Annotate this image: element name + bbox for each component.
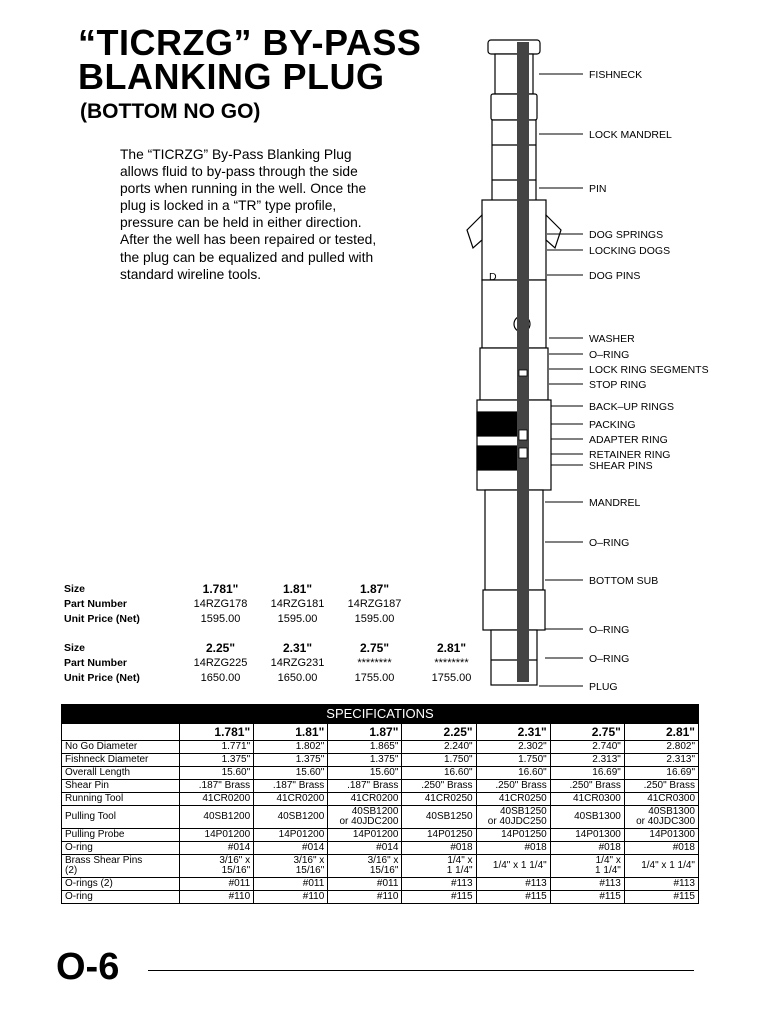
spec-cell: #011 xyxy=(180,878,254,891)
spec-cell: 14P01200 xyxy=(180,829,254,842)
spec-row-label: O-ring xyxy=(62,891,180,904)
spec-cell: 41CR0200 xyxy=(180,793,254,806)
spec-cell: .250" Brass xyxy=(402,780,476,793)
spec-row xyxy=(62,829,699,842)
part-number-value: 14RZG178 xyxy=(193,597,248,610)
spec-cell: 40SB1200 xyxy=(180,806,254,829)
spec-row-label: Shear Pin xyxy=(62,780,180,793)
spec-row xyxy=(62,855,699,878)
spec-cell: .187" Brass xyxy=(180,780,254,793)
spec-cell: 40SB1250 xyxy=(402,806,476,829)
page-number: O-6 xyxy=(56,946,120,988)
spec-cell: 2.740" xyxy=(550,741,624,754)
spec-cell: 14P01300 xyxy=(550,829,624,842)
label-o-ring-4: O–RING xyxy=(589,653,630,665)
spec-row-label: O-ring xyxy=(62,842,180,855)
spec-cell: 41CR0200 xyxy=(254,793,328,806)
spec-cell: #011 xyxy=(254,878,328,891)
label-pin: PIN xyxy=(589,183,607,195)
size-value: 2.31" xyxy=(282,640,313,655)
spec-column-header: 2.81" xyxy=(624,724,698,741)
price-price-row-1 xyxy=(64,611,490,626)
label-lock-mandrel: LOCK MANDREL xyxy=(589,129,672,141)
price-part-row-1 xyxy=(64,596,490,611)
spec-row-label: Pulling Tool xyxy=(62,806,180,829)
pricing-table xyxy=(64,581,490,685)
plug-cutaway-diagram xyxy=(455,30,745,700)
spec-cell: 2.240" xyxy=(402,741,476,754)
spec-row xyxy=(62,754,699,767)
spec-cell: #014 xyxy=(180,842,254,855)
size-value: 2.25" xyxy=(205,640,236,655)
label-dog-springs: DOG SPRINGS xyxy=(589,229,664,241)
spec-cell: 40SB1250 or 40JDC250 xyxy=(476,806,550,829)
size-label: Size xyxy=(64,582,86,595)
spec-column-header: 2.75" xyxy=(550,724,624,741)
spec-cell: #113 xyxy=(550,878,624,891)
spec-cell: 15.60" xyxy=(328,767,402,780)
size-value: 2.75" xyxy=(359,640,390,655)
spec-cell: 3/16" x 15/16" xyxy=(254,855,328,878)
part-number-label: Part Number xyxy=(64,597,128,610)
spec-cell: 2.313" xyxy=(550,754,624,767)
spec-cell: 1.750" xyxy=(476,754,550,767)
price-part-row-2 xyxy=(64,655,490,670)
part-number-value: ******** xyxy=(357,656,392,669)
label-dog-pins: DOG PINS xyxy=(589,270,641,282)
spec-cell: 16.69" xyxy=(550,767,624,780)
spec-cell: 1.375" xyxy=(328,754,402,767)
footer-rule xyxy=(148,970,694,971)
spec-cell: #115 xyxy=(624,891,698,904)
spec-cell: 1.865" xyxy=(328,741,402,754)
label-bottom-sub: BOTTOM SUB xyxy=(589,575,659,587)
unit-price-value: 1595.00 xyxy=(200,612,241,625)
spec-cell: 41CR0300 xyxy=(624,793,698,806)
title-line-2: BLANKING PLUG xyxy=(78,56,385,97)
spec-cell: #110 xyxy=(328,891,402,904)
size-value: 1.87" xyxy=(359,581,390,596)
label-o-ring-3: O–RING xyxy=(589,624,630,636)
spec-cell: 1.375" xyxy=(180,754,254,767)
part-number-label: Part Number xyxy=(64,656,128,669)
intro-paragraph: The “TICRZG” By-Pass Blanking Plug allows fluid to by-pass through the side ports when running in the well. Once the plug is locked in a “TR” type profile, pressure can be held in either direction. After the well has been repaired or tested, the plug can be equalized and pulled with standard wireline tools. xyxy=(120,147,377,282)
spec-cell: 16.69" xyxy=(624,767,698,780)
spec-cell: 3/16" x 15/16" xyxy=(180,855,254,878)
spec-cell: 1/4" x 1 1/4" xyxy=(476,855,550,878)
spec-cell: .250" Brass xyxy=(550,780,624,793)
spec-cell: 15.60" xyxy=(254,767,328,780)
unit-price-value: 1595.00 xyxy=(277,612,318,625)
label-shear-pins: SHEAR PINS xyxy=(589,460,653,472)
spec-column-header: 1.81" xyxy=(254,724,328,741)
label-mandrel: MANDREL xyxy=(589,497,641,509)
spec-cell: .187" Brass xyxy=(328,780,402,793)
size-value: 2.81" xyxy=(436,640,467,655)
spec-row xyxy=(62,842,699,855)
diagram-small-mark: D xyxy=(489,271,497,283)
spec-column-header: 1.781" xyxy=(180,724,254,741)
spec-row xyxy=(62,806,699,829)
spec-cell: #110 xyxy=(180,891,254,904)
spec-cell: #115 xyxy=(402,891,476,904)
spec-row xyxy=(62,780,699,793)
spec-cell: #018 xyxy=(402,842,476,855)
label-fishneck: FISHNECK xyxy=(589,69,643,81)
spec-cell: 40SB1200 or 40JDC200 xyxy=(328,806,402,829)
spec-column-header: 2.25" xyxy=(402,724,476,741)
page-title xyxy=(78,22,422,97)
spec-cell: 40SB1200 xyxy=(254,806,328,829)
spec-row-label: Brass Shear Pins (2) xyxy=(62,855,180,878)
label-adapter-ring: ADAPTER RING xyxy=(589,434,668,446)
spec-cell: 16.60" xyxy=(402,767,476,780)
spec-row xyxy=(62,767,699,780)
spec-row-label: Fishneck Diameter xyxy=(62,754,180,767)
spec-cell: #014 xyxy=(328,842,402,855)
unit-price-value: 1650.00 xyxy=(277,671,318,684)
spec-cell: 1/4" x 1 1/4" xyxy=(550,855,624,878)
specifications-header-row xyxy=(62,724,699,741)
part-number-value: 14RZG181 xyxy=(270,597,325,610)
title-line-1: “TICRZG” BY-PASS xyxy=(78,22,422,63)
spec-cell: 41CR0250 xyxy=(476,793,550,806)
unit-price-value: 1755.00 xyxy=(431,671,472,684)
unit-price-value: 1595.00 xyxy=(354,612,395,625)
size-value: 1.781" xyxy=(202,581,239,596)
spec-cell: #113 xyxy=(476,878,550,891)
spec-row xyxy=(62,741,699,754)
spec-cell: 14P01300 xyxy=(624,829,698,842)
spec-cell: 1.802" xyxy=(254,741,328,754)
spec-cell: 14P01250 xyxy=(402,829,476,842)
spec-cell: 41CR0250 xyxy=(402,793,476,806)
spec-cell: 40SB1300 or 40JDC300 xyxy=(624,806,698,829)
spec-cell: #113 xyxy=(624,878,698,891)
spec-cell: 14P01250 xyxy=(476,829,550,842)
spec-cell: 41CR0200 xyxy=(328,793,402,806)
price-size-row-1 xyxy=(64,581,490,596)
label-o-ring-2: O–RING xyxy=(589,537,630,549)
spec-cell: #115 xyxy=(550,891,624,904)
spec-row xyxy=(62,891,699,904)
spec-cell: .250" Brass xyxy=(624,780,698,793)
label-o-ring-1: O–RING xyxy=(589,349,630,361)
spec-row-label: O-rings (2) xyxy=(62,878,180,891)
spec-row xyxy=(62,878,699,891)
spec-row xyxy=(62,793,699,806)
label-lock-ring-segments: LOCK RING SEGMENTS xyxy=(589,364,709,376)
label-washer: WASHER xyxy=(589,333,635,345)
label-back-up-rings: BACK–UP RINGS xyxy=(589,401,674,413)
spec-row-label: Running Tool xyxy=(62,793,180,806)
size-value: 1.81" xyxy=(282,581,313,596)
price-size-row-2 xyxy=(64,640,490,655)
spec-cell: 2.313" xyxy=(624,754,698,767)
spec-cell: 40SB1300 xyxy=(550,806,624,829)
label-locking-dogs: LOCKING DOGS xyxy=(589,245,671,257)
spec-cell: #018 xyxy=(624,842,698,855)
spec-cell: 14P01200 xyxy=(328,829,402,842)
label-packing: PACKING xyxy=(589,419,636,431)
spec-cell: .187" Brass xyxy=(254,780,328,793)
spec-cell: .250" Brass xyxy=(476,780,550,793)
part-number-value: ******** xyxy=(434,656,469,669)
spec-row-label: Overall Length xyxy=(62,767,180,780)
spec-cell: 3/16" x 15/16" xyxy=(328,855,402,878)
price-price-row-2 xyxy=(64,670,490,685)
spec-row-label: No Go Diameter xyxy=(62,741,180,754)
part-number-value: 14RZG225 xyxy=(193,656,248,669)
spec-cell: 15.60" xyxy=(180,767,254,780)
spec-cell: 1/4" x 1 1/4" xyxy=(402,855,476,878)
label-plug: PLUG xyxy=(589,681,618,693)
label-stop-ring: STOP RING xyxy=(589,379,647,391)
spec-cell: 16.60" xyxy=(476,767,550,780)
page-subtitle: (BOTTOM NO GO) xyxy=(80,100,261,123)
spec-cell: 41CR0300 xyxy=(550,793,624,806)
spec-cell: #110 xyxy=(254,891,328,904)
specifications-title: SPECIFICATIONS xyxy=(62,705,699,724)
unit-price-value: 1755.00 xyxy=(354,671,395,684)
unit-price-label: Unit Price (Net) xyxy=(64,612,140,625)
part-number-value: 14RZG187 xyxy=(347,597,402,610)
spec-cell: 1.750" xyxy=(402,754,476,767)
spec-cell: #113 xyxy=(402,878,476,891)
spec-cell: #018 xyxy=(550,842,624,855)
spec-cell: 2.802" xyxy=(624,741,698,754)
spec-cell: 2.302" xyxy=(476,741,550,754)
spec-cell: 1.771" xyxy=(180,741,254,754)
spec-row-label: Pulling Probe xyxy=(62,829,180,842)
unit-price-value: 1650.00 xyxy=(200,671,241,684)
spec-cell: 14P01200 xyxy=(254,829,328,842)
spec-cell: 1.375" xyxy=(254,754,328,767)
part-number-value: 14RZG231 xyxy=(270,656,325,669)
spec-column-header: 1.87" xyxy=(328,724,402,741)
spec-column-header: 2.31" xyxy=(476,724,550,741)
spec-cell: #115 xyxy=(476,891,550,904)
size-label: Size xyxy=(64,641,86,654)
label-retainer-ring: RETAINER RING xyxy=(589,449,671,461)
spec-cell: #014 xyxy=(254,842,328,855)
spec-cell: #011 xyxy=(328,878,402,891)
spec-cell: 1/4" x 1 1/4" xyxy=(624,855,698,878)
spec-cell: #018 xyxy=(476,842,550,855)
unit-price-label: Unit Price (Net) xyxy=(64,671,140,684)
specifications-table xyxy=(61,704,699,904)
